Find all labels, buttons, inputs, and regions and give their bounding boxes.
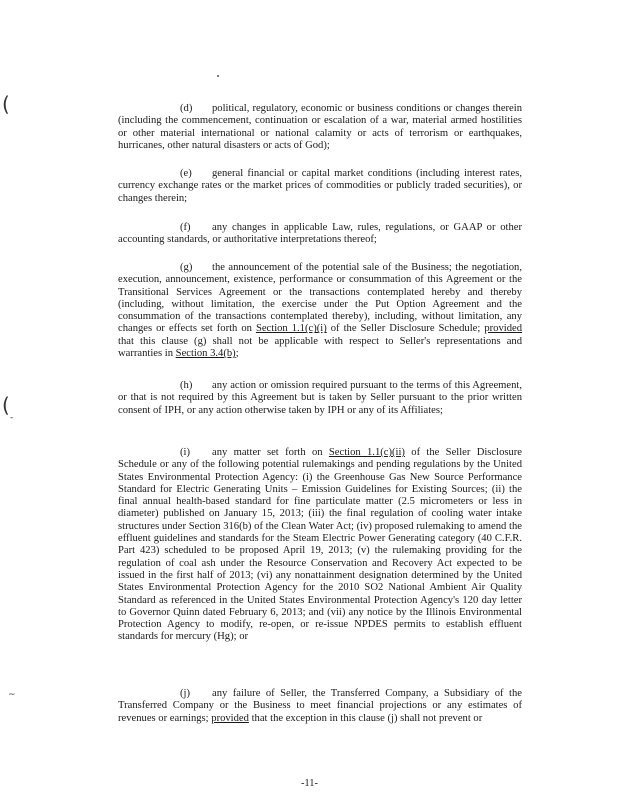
clause-text: of the Seller Disclosure Schedule or any of the following potential rulemakings and pending regulations by the United States Environmental Protection Agency: (i) the Greenhouse Gas New Source Performance Standard for Electric Generating Units – Emission Guidelines for Existing Sources; (ii) the final annual health-based standard for fine particulate matter (2.5 micrometers or less in diameter) published on January 15, 2013; (iii) the final regulation of cooling water intake structures under Section 316(b) of the Clean Water Act; (iv) proposed rulemaking to amend the effluent guidelines and standards for the Steam Electric Power Generating category (40 C.F.R. Part 423) scheduled to be proposed April 19, 2013; (v) the rulemaking providing for the regulation of coal ash under the Resource Conservation and Recovery Act expected to be issued in the first half of 2013; (vi) any nonattainment designation determined by the United States Environmental Protection Agency for the 2010 SO2 National Ambient Air Quality Standard as referenced in the United States Environmental Protection Agency's 120 day letter to Governor Quinn dated February 6, 2013; and (vii) any notice by the Illinois Environmental Protection Agency to modify, re-open, or re-issue NPDES permits to establish effluent standards for mercury (Hg); or (118, 447, 523, 643)
section-reference: Section 1.1(c)(i) (255, 323, 327, 335)
page-number: -11- (300, 778, 319, 789)
clause-text: that the exception in this clause (j) shall not prevent or (251, 712, 483, 724)
clause-text: any failure of Seller, the Transferred Company, a Subsidiary of the Transferred Company or the Business to meet financial projections or any estimates of revenues or earnings; (118, 688, 522, 724)
clause-text: that this clause (g) shall not be applicable with respect to Seller's representations and warranties in (118, 335, 522, 360)
clause-text: any changes in applicable Law, rules, regulations, or GAAP or other accounting standards, or authoritative interpretations thereof; (118, 222, 522, 246)
clause-text: the announcement of the potential sale of the Business; the negotiation, execution, announcement, existence, performance or consummation of this Agreement or the Transitional Services Agreement or the transactions contemplated hereby and thereby (including, without limitation, the exercise under the Put Option Agreement and the consummation of the transactions contemplated thereby), including, without limitation, any changes or effects set forth on (118, 262, 522, 335)
margin-bracket-mark: ( (2, 92, 10, 116)
clause-d (118, 103, 522, 152)
clause-h (118, 380, 522, 417)
clause-f (118, 222, 522, 247)
clause-label: (i) (180, 447, 190, 458)
clause-label: (h) (180, 380, 193, 391)
clause-text: any action or omission required pursuant to the terms of this Agreement, or that is not required by this Agreement but is taken by Seller pursuant to the prior written consent of IPH, or any action otherwise taken by IPH or any of its Affiliates; (118, 380, 522, 416)
clause-e (118, 168, 522, 205)
margin-tick-mark: ~ (8, 690, 16, 700)
section-reference: Section 3.4(b) (175, 348, 236, 360)
clause-j (118, 688, 522, 725)
clause-text: general financial or capital market conditions (including interest rates, currency exchange rates or the market prices of commodities or publicly traded securities), or changes therein; (118, 168, 522, 204)
clause-label: (g) (180, 262, 193, 273)
margin-tick-mark: - (10, 413, 14, 423)
clause-text: of the Seller Disclosure Schedule; (330, 323, 481, 335)
clause-text: any matter set forth on (212, 447, 323, 458)
proviso-term: provided (211, 712, 249, 724)
margin-bracket-mark: ( (2, 393, 10, 417)
scan-speck (217, 75, 219, 77)
clause-label: (j) (180, 688, 190, 699)
clause-label: (f) (180, 222, 191, 233)
clause-text: political, regulatory, economic or business conditions or changes therein (including the commencement, continuation or escalation of a war, material armed hostilities or other material international or national calamity or acts of terrorism or earthquakes, hurricanes, other natural disasters or acts of God); (118, 103, 522, 151)
clause-i (118, 447, 522, 644)
section-reference: Section 1.1(c)(ii) (328, 447, 405, 458)
proviso-term: provided (484, 323, 522, 335)
clause-label: (e) (180, 168, 192, 179)
clause-text: ; (235, 348, 239, 360)
clause-g (118, 262, 522, 360)
clause-label: (d) (180, 103, 193, 114)
